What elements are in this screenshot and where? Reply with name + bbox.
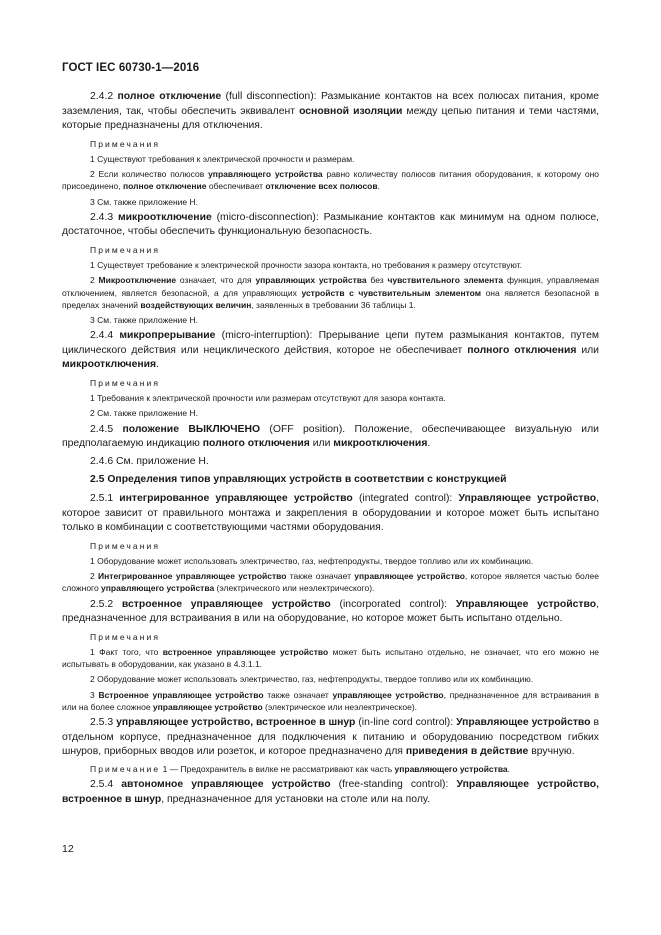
document-header: ГОСТ IEC 60730-1—2016 [62, 62, 200, 74]
page-number: 12 [62, 843, 74, 855]
note-item: 1 Требования к электрической прочности или размерам отсутствуют для зазора контакта. [90, 393, 446, 404]
note-item: Примечание 1 — Предохранитель в вилке не рассматривают как часть управляющего устройства. [90, 763, 511, 774]
definition-paragraph: 2.4.3 микроотключение (micro-disconnection): Размыкание контактов как минимум на одном полюсе, достаточное, чтобы обеспечить функциональную безопасность. [62, 211, 599, 238]
section-heading: 2.5 Определения типов управляющих устройств в соответствии с конструкцией [90, 474, 507, 486]
note-item: 3 См. также приложение Н. [90, 315, 199, 325]
definition-paragraph: 2.4.2 полное отключение (full disconnection): Размыкание контактов на всех полюсах питания, кроме заземления, так, чтобы обеспечить эквивалент основной изоляции между цепью питания и теми частями, которые предназначены для отключения. [62, 91, 600, 132]
note-item: 2 Микроотключение означает, что для управляющих устройства без чувствительного элемента функция, управляемая отключением, является безопасной, а для управляющих устройств с чувствительным элементом она является безопасной в пределах значений воздействующих величин, заявленных в требовании 36 таблицы 1. [62, 275, 600, 310]
definition-paragraph: 2.4.5 положение ВЫКЛЮЧЕНО (OFF position). Положение, обеспечивающее визуальную или предполагаемую индикацию полного отключения или микроотключения. [62, 423, 599, 450]
note-item: 1 Существует требование к электрической прочности зазора контакта, но требования к размеру отсутствуют. [90, 260, 522, 271]
definition-paragraph: 2.5.2 встроенное управляющее устройство (incorporated control): Управляющее устройство, предназначенное для встраивания в или на оборудование, но которое может быть испытано отдельно. [62, 598, 599, 625]
definition-paragraph: 2.5.4 автономное управляющее устройство (free-standing control): Управляющее устройство, встроенное в шнур, предназначенное для установки на столе или на полу. [62, 778, 600, 805]
notes-heading: Примечания [90, 244, 161, 255]
notes-heading: Примечания [90, 377, 161, 388]
note-item: 2 Интегрированное управляющее устройство также означает управляющее устройство, которое является частью более сложного управляющего устройства (электрического или неэлектрического). [62, 571, 599, 594]
notes-heading: Примечания [90, 631, 161, 642]
definition-paragraph: 2.5.1 интегрированное управляющее устройство (integrated control): Управляющее устройство, которое зависит от правильного монтажа и закрепления в оборудовании и которое может быть испытано только в комбинации с соответствующими частями оборудования. [62, 492, 600, 534]
note-item: 3 См. также приложение Н. [90, 196, 199, 207]
note-item: 3 Встроенное управляющее устройство также означает управляющее устройство, предназначенное для встраивания в или на более сложное управляющее устройство (электрическое или неэлектрическое). [62, 689, 600, 712]
definition-paragraph: 2.4.6 См. приложение Н. [90, 455, 209, 467]
definition-paragraph: 2.5.3 управляющее устройство, встроенное в шнур (in-line cord control): Управляющее устройство в отдельном корпусе, предназначенное для подключения к питанию и оборудованию посредством гибких шнуров, приборных вводов или розеток, и которое предназначено для приведения в действие вручную. [62, 716, 600, 758]
note-item: 1 Существуют требования к электрической прочности и размерам. [90, 153, 355, 164]
note-item: 1 Факт того, что встроенное управляющее устройство может быть испытано отдельно, не означает, что его можно не испытывать в оборудовании, как указано в 4.3.1.1. [62, 646, 600, 670]
note-item: 2 См. также приложение Н. [90, 408, 199, 419]
note-item: 2 Оборудование может использовать электричество, газ, нефтепродукты, твердое топливо или их комбинацию. [90, 674, 534, 685]
notes-heading: Примечания [90, 138, 161, 149]
page-body [62, 90, 599, 810]
notes-heading: Примечания [90, 540, 161, 551]
definition-paragraph: 2.4.4 микропрерывание (micro-interruption): Прерывание цепи путем размыкания контактов, путем циклического действия или нециклического действия, которое не обеспечивает полного отключения или микроотключения. [62, 330, 599, 371]
note-item: 1 Оборудование может использовать электричество, газ, нефтепродукты, твердое топливо или их комбинацию. [90, 555, 534, 566]
note-item: 2 Если количество полюсов управляющего устройства равно количеству полюсов питания оборудования, к которому оно присоединено, полное отключение обеспечивает отключение всех полюсов. [62, 169, 600, 192]
